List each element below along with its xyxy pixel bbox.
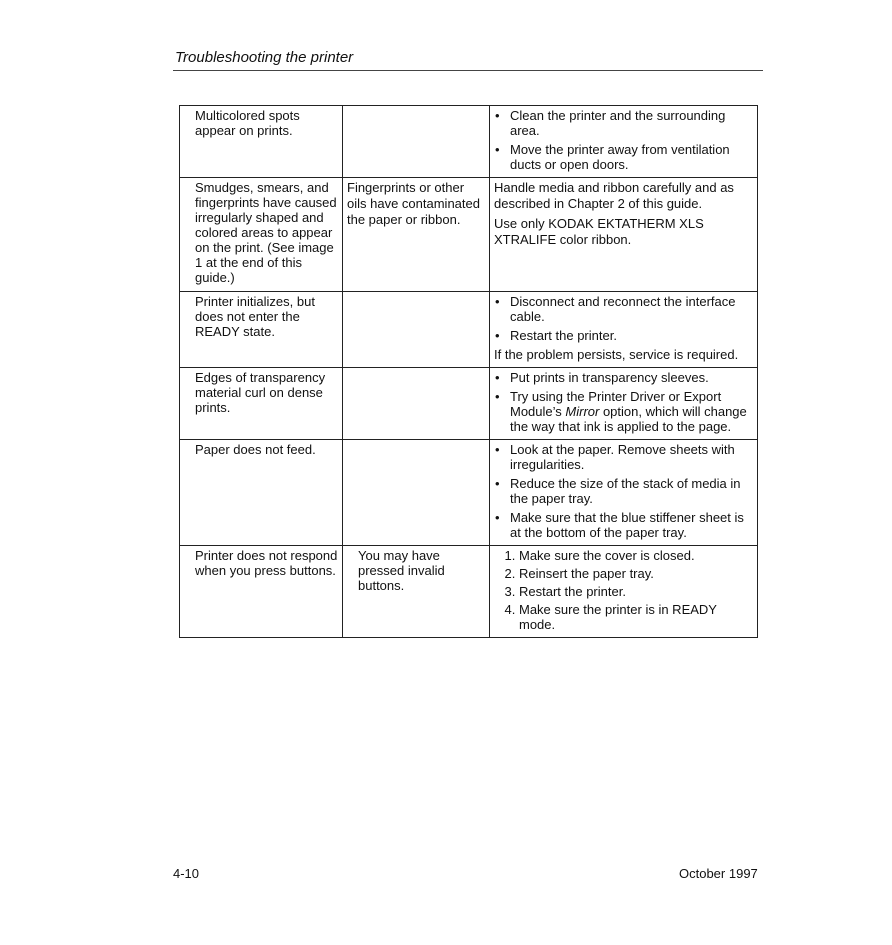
header-rule [173,70,763,71]
solution-cell [490,440,758,546]
solution-cell [490,106,758,178]
cause-cell: Fingerprints or other oils have contaminated the paper or ribbon. [343,178,490,292]
problem-cell: Edges of transparency material curl on dense prints. [180,368,343,440]
solution-cell [490,292,758,368]
page-number: 4-10 [173,866,200,881]
solution-bullet: • Look at the paper. Remove sheets with irregularities. [494,442,753,472]
cause-cell [343,440,490,546]
table-row [180,106,758,178]
problem-cell: Printer does not respond when you press buttons. [180,546,343,638]
bullet-text: Try using the Printer Driver or Export Module’s [510,389,722,419]
troubleshooting-table [179,105,758,638]
table-row [180,440,758,546]
bullet-text: option, which will change the way that ink is applied to the page. [510,404,747,434]
problem-cell: Printer initializes, but does not enter the READY state. [180,292,343,368]
solution-bullet: • Make sure that the blue stiffener sheet is at the bottom of the paper tray. [494,510,753,540]
solution-bullet: • Clean the printer and the surrounding area. [494,108,753,138]
solution-paragraph: Handle media and ribbon carefully and as described in Chapter 2 of this guide. [494,180,734,211]
table-row [180,546,758,638]
problem-cell: Smudges, smears, and fingerprints have caused irregularly shaped and colored areas to appear on the print. (See image 1 at the end of this guide.) [180,178,343,292]
footer-date: October 1997 [679,866,758,881]
solution-step: 3. Restart the printer. [519,584,753,599]
solution-note: If the problem persists, service is required. [494,347,739,362]
problem-cell: Multicolored spots appear on prints. [180,106,343,178]
solution-paragraph: Use only KODAK EKTATHERM XLS XTRALIFE color ribbon. [494,216,704,247]
problem-cell: Paper does not feed. [180,440,343,546]
solution-bullet: • Put prints in transparency sleeves. [494,370,753,385]
solution-bullet: • Reduce the size of the stack of media in the paper tray. [494,476,753,506]
solution-step: 2. Reinsert the paper tray. [519,566,753,581]
solution-cell [490,178,758,292]
solution-bullet: • Move the printer away from ventilation ducts or open doors. [494,142,753,172]
solution-cell [490,546,758,638]
table-row [180,292,758,368]
cause-cell: You may have pressed invalid buttons. [343,546,490,638]
mirror-option-text: Mirror [565,404,600,419]
table-row [180,368,758,440]
solution-bullet [494,389,753,434]
solution-cell [490,368,758,440]
cause-cell [343,368,490,440]
solution-bullet: • Restart the printer. [494,328,753,343]
solution-bullet: • Disconnect and reconnect the interface cable. [494,294,753,324]
cause-cell [343,106,490,178]
page-header-title: Troubleshooting the printer [175,49,354,66]
cause-cell [343,292,490,368]
solution-step: 4. Make sure the printer is in READY mode. [519,602,753,632]
table-row [180,178,758,292]
solution-step: 1. Make sure the cover is closed. [519,548,753,563]
